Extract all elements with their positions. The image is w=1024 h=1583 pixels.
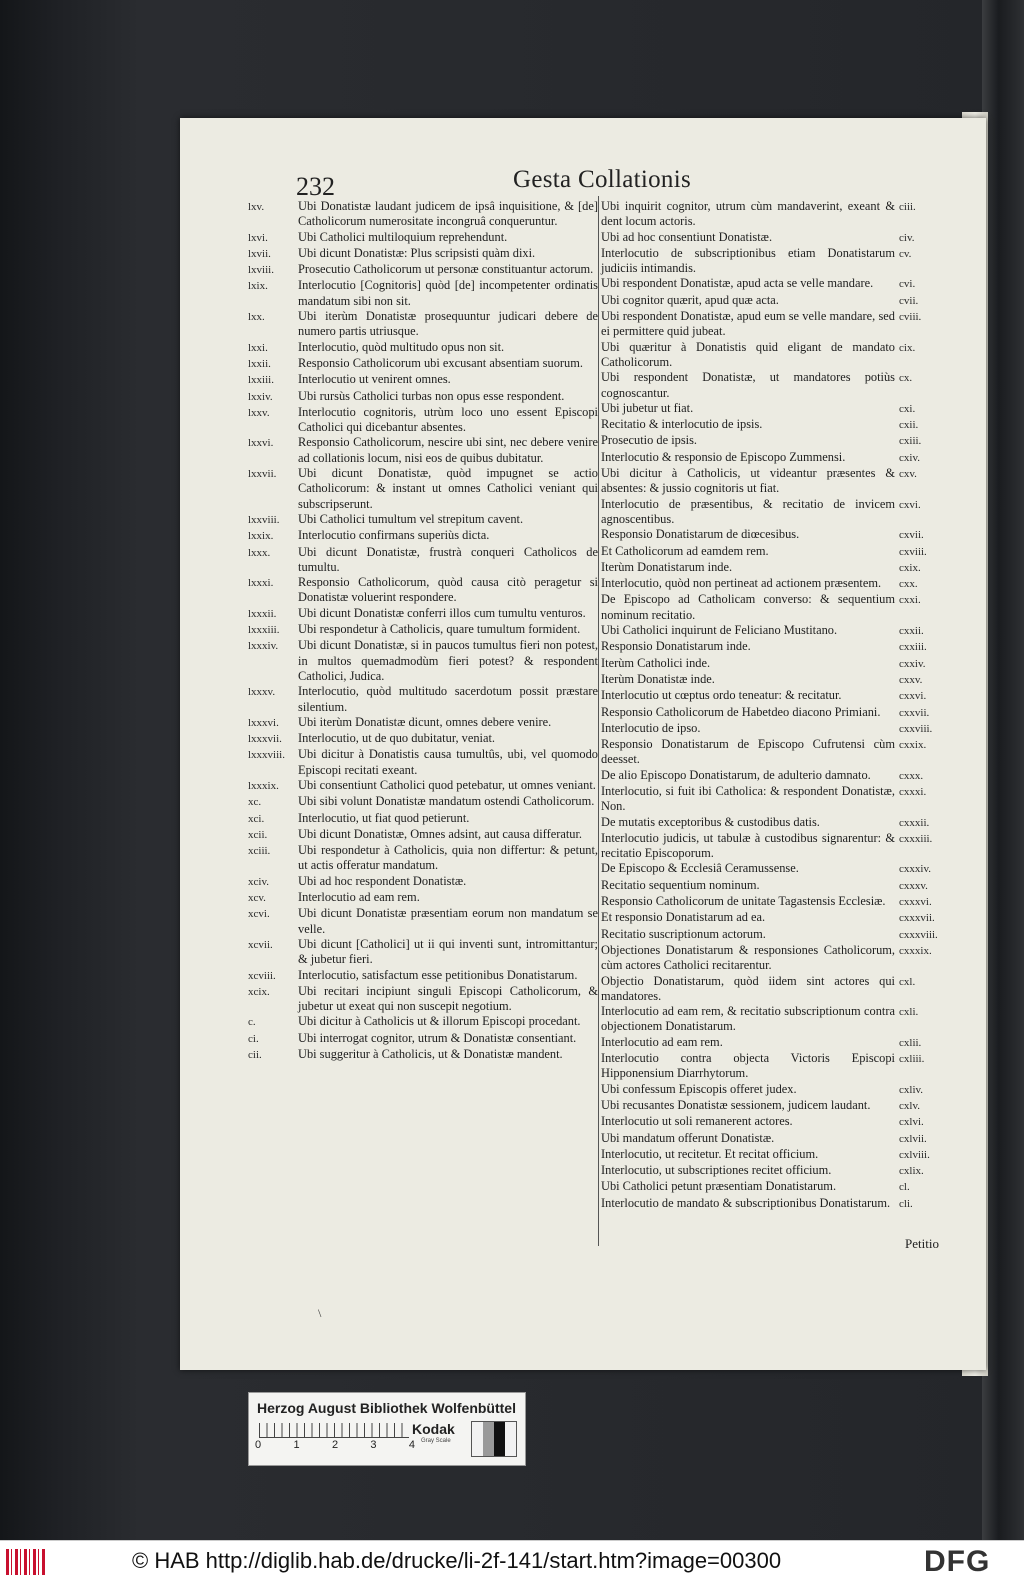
entry-text: Interlocutio de præsentibus, & recitatio de invicem agnoscentibus. [601,496,895,526]
entry-number: cxlvii. [899,1132,927,1145]
entry-number: xcviii. [248,969,276,982]
index-entry [601,293,953,309]
entry-text: Interlocutio ut venirent omnes. [298,372,451,387]
index-entry [248,811,598,827]
scale-ruler [259,1423,409,1438]
entry-number: lxx. [248,311,265,324]
entry-number: cxx. [899,578,918,591]
index-entry [601,527,953,543]
index-entry [248,466,598,512]
index-entry [248,622,598,638]
entry-number: lxxxv. [248,686,276,699]
entry-text: Iterùm Donatistæ inde. [601,671,715,686]
entry-text: Interlocutio, ut recitetur. Et recitat officium. [601,1146,819,1161]
entry-text: Ubi respondent Donatistæ, apud eum se velle mandare, sed ei permittere quid jubeat. [601,309,895,339]
entry-number: cxii. [899,419,919,432]
entry-text: Ubi dicunt [Catholici] ut ii qui inventi sunt, intromittantur; & jubetur fieri. [298,936,598,967]
index-entry [601,639,953,655]
entry-text: Interlocutio de subscriptionibus etiam Donatistarum judiciis intimandis. [601,245,895,276]
entry-number: cxiv. [899,451,920,464]
right-column [601,199,953,1212]
entry-number: cvii. [899,294,919,307]
entry-number: xcii. [248,828,268,841]
entry-text: Interlocutio, ut de quo dubitatur, veniat. [298,731,496,746]
entry-text: Prosecutio Catholicorum ut personæ constituantur actorum. [298,262,594,277]
index-entry [248,794,598,810]
index-entry [601,1035,953,1051]
entry-number: cxl. [899,975,916,988]
entry-text: Interlocutio, quòd multitudo opus non sit. [298,339,505,354]
index-entry [601,1196,953,1212]
entry-number: civ. [899,231,915,244]
index-entry [248,309,598,340]
entry-number: cxxxvii. [899,912,935,925]
index-entry [601,688,953,704]
index-entry [601,560,953,576]
entry-number: cxlii. [899,1036,922,1049]
index-entry [601,784,953,815]
scale-ticks [255,1439,415,1451]
index-entry [601,246,953,277]
index-entry [248,906,598,937]
running-head: Gesta Collationis [513,166,692,193]
index-entry [601,721,953,737]
entry-text: Responsio Donatistarum inde. [601,639,751,654]
index-entry [601,656,953,672]
entry-text: Ubi ad hoc consentiunt Donatistæ. [601,229,773,244]
entry-text: Ubi dicunt Donatistæ, frustrà conqueri Catholicos de tumultu. [298,544,598,574]
index-entry [601,974,953,1005]
entry-number: cxxviii. [899,722,933,735]
index-entry [601,672,953,688]
index-entry [248,545,598,576]
entry-text: Ubi ad hoc respondent Donatistæ. [298,873,467,888]
entry-text: Iterùm Donatistarum inde. [601,559,733,574]
entry-number: cxxxv. [899,879,928,892]
index-entry [248,874,598,890]
entry-text: Responsio Catholicorum, quòd causa citò peragetur si Donatistæ voluerint respondere. [298,575,598,605]
entry-number: lxxxii. [248,607,277,620]
index-entry [601,1098,953,1114]
entry-text: De alio Episcopo Donatistarum, de adulterio damnato. [601,767,871,782]
entry-text: Ubi Catholici inquirunt de Feliciano Mustitano. [601,623,838,638]
index-entry [248,684,598,715]
entry-text: Ubi dicitur à Catholicis, ut videantur præsentes & absentes: & jussio cognitoris ut fiat. [601,466,895,496]
entry-text: Recitatio suscriptionum actorum. [601,926,766,941]
entry-number: cxviii. [899,545,927,558]
entry-text: Interlocutio [Cognitoris] quòd [de] incompetenter ordinatis mandatum sibi non sit. [298,278,598,308]
entry-text: Ubi dicitur à Catholicis ut & illorum Episcopi procedant. [298,1014,581,1029]
index-entry [601,199,953,230]
entry-text: Objectiones Donatistarum & responsiones Catholicorum, cùm actores Catholici recitarentur. [601,942,895,973]
entry-text: Interlocutio, ut fiat quod petierunt. [298,810,470,825]
entry-number: cxxiv. [899,657,926,670]
index-entry [248,575,598,606]
entry-number: cxxi. [899,594,921,607]
entry-number: lxxx. [248,546,271,559]
left-column [248,199,598,1063]
entry-number: cxliv. [899,1083,924,1096]
footer-bar [0,1540,1024,1583]
entry-text: Ubi dicunt Donatistæ, si in paucos tumultus fieri non potest, in multos quemadmodùm fieri potest? & respondent Catholici, Judica. [298,638,598,683]
column-rule [598,196,599,1246]
entry-text: Ubi respondetur à Catholicis, quare tumultum formident. [298,622,581,637]
index-entry [601,340,953,371]
entry-number: cxxxiv. [899,863,931,876]
index-entry [248,230,598,246]
entry-number: cxxv. [899,673,923,686]
entry-text: Interlocutio, ut subscriptiones recitet officium. [601,1163,832,1178]
entry-number: lxxix. [248,530,274,543]
entry-number: lxviii. [248,264,274,277]
index-entry [601,576,953,592]
entry-number: cv. [899,247,912,260]
index-entry [248,747,598,778]
entry-text: Ubi dicunt Donatistæ conferri illos cum tumultu venturos. [298,605,586,620]
entry-text: Interlocutio, satisfactum esse petitionibus Donatistarum. [298,967,578,982]
entry-number: lxxiii. [248,374,274,387]
entry-text: Interlocutio ad eam rem, & recitatio subscriptionum contra objectionem Donatistarum. [601,1004,895,1034]
entry-number: lxxii. [248,357,271,370]
gray-swatch [494,1422,505,1456]
index-entry [601,417,953,433]
entry-text: Ubi iterùm Donatistæ prosequuntur judicari debere de numero partis utriusque. [298,309,598,339]
index-entry [248,435,598,466]
entry-number: c. [248,1016,256,1029]
entry-number: xciii. [248,845,271,858]
entry-text: Interlocutio ut cœptus ordo teneatur: & recitatur. [601,688,842,703]
entry-text: Responsio Donatistarum de diœcesibus. [601,527,800,542]
entry-text: Ubi dicunt Donatistæ præsentiam eorum non mandatum se velle. [298,906,598,936]
entry-number: cxxiii. [899,641,927,654]
index-entry [248,843,598,874]
book-edge [982,0,1024,1540]
index-entry [248,389,598,405]
entry-text: Ubi mandatum offerunt Donatistæ. [601,1130,775,1145]
entry-text: De Episcopo & Ecclesiâ Ceramussense. [601,861,799,876]
entry-text: Recitatio sequentium nominum. [601,877,760,892]
scale-tick: 3 [370,1439,377,1451]
entry-number: cxvi. [899,498,921,511]
index-entry [248,340,598,356]
entry-text: Prosecutio de ipsis. [601,433,698,448]
entry-text: Interlocutio de mandato & subscriptionibus Donatistarum. [601,1195,891,1210]
entry-number: xcvi. [248,908,270,921]
entry-text: Responsio Donatistarum de Episcopo Cufrutensi cùm deesset. [601,737,895,767]
scale-tick: 2 [331,1439,339,1451]
entry-number: cxiii. [899,435,922,448]
index-entry [248,528,598,544]
index-entry [601,592,953,623]
entry-text: Responsio Catholicorum de Habetdeo diacono Primiani. [601,704,881,719]
entry-text: Ubi Catholici multiloquium reprehendunt. [298,229,508,244]
index-entry [601,309,953,340]
entry-text: Responsio Catholicorum de unitate Tagastensis Ecclesiæ. [601,894,886,909]
entry-number: cx. [899,372,913,385]
entry-text: Ubi suggeritur à Catholicis, ut & Donatistæ mandent. [298,1047,563,1062]
entry-number: lxxxvi. [248,716,279,729]
entry-text: Ubi iterùm Donatistæ dicunt, omnes debere venire. [298,714,552,729]
entry-number: xcix. [248,985,270,998]
index-entry [601,230,953,246]
entry-text: Ubi jubetur ut fiat. [601,400,694,415]
entry-text: Ubi dicunt Donatistæ: Plus scripsisti quàm dixi. [298,245,536,260]
entry-text: Interlocutio confirmans superiùs dicta. [298,528,490,543]
entry-text: Et responsio Donatistarum ad ea. [601,910,766,925]
entry-text: Ubi dicunt Donatistæ, quòd impugnet se actio Catholicorum: & instant ut omnes Catholici veniant qui subscripserunt. [298,466,598,511]
entry-number: cix. [899,341,916,354]
entry-number: lxxviii. [248,513,280,526]
entry-text: Ubi Donatistæ laudant judicem de ipsâ inquisitione, & [de] Catholicorum numerositate incongruâ conqueruntur. [298,199,598,229]
entry-text: Ubi rursùs Catholici turbas non opus esse respondent. [298,388,565,403]
entry-number: cxi. [899,402,916,415]
index-entry [601,1004,953,1035]
index-entry [601,768,953,784]
index-entry [248,968,598,984]
entry-number: cxlviii. [899,1148,930,1161]
entry-number: xci. [248,812,265,825]
index-entry [601,1051,953,1082]
index-entry [248,278,598,309]
index-entry [248,890,598,906]
index-entry [601,276,953,292]
catchword: Petitio [905,1236,939,1251]
entry-text: Objectio Donatistarum, quòd iidem sint actores qui mandatores. [601,973,895,1003]
entry-text: Ubi Catholici tumultum vel strepitum cavent. [298,511,524,526]
entry-number: lxvi. [248,231,268,244]
index-entry [248,606,598,622]
entry-number: cii. [248,1049,262,1062]
entry-text: Interlocutio de ipso. [601,720,701,735]
index-entry [248,199,598,230]
entry-text: Interlocutio cognitoris, utrùm loco uno essent Episcopi Catholici qui dicebantur absentes. [298,404,598,435]
entry-number: cxxii. [899,625,924,638]
index-entry [601,861,953,877]
entry-text: Ubi dicitur à Donatistis causa tumultûs, ubi, vel quomodo Episcopi recitati exeant. [298,747,598,777]
index-entry [248,372,598,388]
index-entry [601,927,953,943]
index-entry [601,943,953,974]
entry-number: lxxxiv. [248,640,279,653]
index-entry [601,815,953,831]
index-entry [248,405,598,436]
entry-text: Ubi inquirit cognitor, utrum cùm mandaverint, exeant & dent locum actoris. [601,199,895,229]
entry-number: cxv. [899,468,917,481]
entry-text: Interlocutio ad eam rem. [601,1034,723,1049]
entry-number: lxxi. [248,341,268,354]
entry-text: Ubi respondent Donatistæ, apud acta se velle mandare. [601,276,874,291]
entry-number: cxxxiii. [899,832,933,845]
index-entry [601,1131,953,1147]
index-entry [248,1031,598,1047]
entry-number: cxxxi. [899,785,927,798]
entry-number: cxxxviii. [899,928,938,941]
scale-tick: 1 [293,1439,300,1451]
index-entry [601,1163,953,1179]
index-entry [601,623,953,639]
index-entry [248,731,598,747]
entry-text: Interlocutio & responsio de Episcopo Zummensi. [601,449,846,464]
source-link[interactable]: © HAB http://diglib.hab.de/drucke/li-2f-141/start.htm?image=00300 [132,1548,782,1573]
entry-text: Ubi quæritur à Donatistis quid eligant de mandato Catholicorum. [601,339,895,369]
index-entry [601,894,953,910]
entry-text: Ubi dicunt Donatistæ, Omnes adsint, aut causa differatur. [298,826,583,841]
gray-swatch [483,1422,494,1456]
entry-text: Ubi recitari incipiunt singuli Episcopi Catholicorum, & jubetur ut exeat qui non suscepit negotium. [298,983,598,1014]
entry-number: xciv. [248,875,269,888]
entry-text: Ubi respondetur à Catholicis, quia non differtur: & petunt, ut actis offeratur mandatum. [298,843,598,873]
entry-text: Et Catholicorum ad eamdem rem. [601,543,769,558]
gray-scale-caption: Gray Scale [421,1438,451,1444]
entry-number: cxlix. [899,1165,924,1178]
entry-number: lxvii. [248,247,271,260]
entry-text: Ubi Catholici petunt præsentiam Donatistarum. [601,1179,837,1194]
scale-tick: 0 [255,1439,262,1451]
entry-number: xcvii. [248,938,273,951]
entry-text: Ubi interrogat cognitor, utrum & Donatistæ consentiant. [298,1030,577,1045]
index-entry [601,1114,953,1130]
index-entry [248,778,598,794]
entry-number: cxix. [899,561,921,574]
index-entry [248,512,598,528]
index-entry [601,1179,953,1195]
index-entry [248,356,598,372]
entry-number: ci. [248,1032,259,1045]
index-entry [248,638,598,684]
index-entry [601,497,953,528]
index-entry [601,1082,953,1098]
entry-number: cl. [899,1181,910,1194]
entry-number: cxli. [899,1006,919,1019]
index-entry [601,831,953,862]
entry-text: Recitatio & interlocutio de ipsis. [601,417,763,432]
index-entry [601,910,953,926]
index-entry [601,450,953,466]
dfg-logo: DFG [924,1545,991,1578]
index-entry [248,246,598,262]
entry-text: Interlocutio ut soli remanerent actores. [601,1114,793,1129]
entry-number: cvi. [899,278,916,291]
entry-number: ciii. [899,201,916,213]
entry-text: Interlocutio, si fuit ibi Catholica: & respondent Donatistæ, Non. [601,783,895,814]
entry-number: lxxxi. [248,577,274,590]
gray-swatches [471,1421,517,1457]
entry-number: cxvii. [899,529,924,542]
entry-text: Interlocutio judicis, ut tabulæ à custodibus signarentur: & recitatio Episcoporum. [601,830,895,861]
entry-number: xc. [248,796,262,809]
index-entry [248,715,598,731]
entry-number: cxlv. [899,1099,920,1112]
entry-text: Ubi respondent Donatistæ, ut mandatores potiùs cognoscantur. [601,370,895,400]
page-number: 232 [296,172,335,201]
entry-number: cxxix. [899,739,927,752]
index-entry [601,544,953,560]
index-entry [248,827,598,843]
entry-text: Ubi confessum Episcopis offeret judex. [601,1081,797,1096]
entry-text: Ubi recusantes Donatistæ sessionem, judicem laudant. [601,1097,871,1112]
entry-number: cxliii. [899,1053,925,1066]
index-entry [601,1147,953,1163]
scale-title: Herzog August Bibliothek Wolfenbüttel [257,1400,516,1416]
index-entry [248,262,598,278]
entry-text: Ubi cognitor quærit, apud quæ acta. [601,292,779,307]
entry-number: cxxxii. [899,816,930,829]
entry-number: lxv. [248,201,265,213]
index-entry [601,878,953,894]
entry-number: cxxvi. [899,690,927,703]
entry-number: lxxxvii. [248,733,282,746]
gray-swatch [505,1422,516,1456]
index-entry [248,937,598,968]
entry-number: xcv. [248,892,266,905]
index-entry [601,401,953,417]
entry-number: cxxxvi. [899,896,932,909]
entry-text: Responsio Catholicorum, nescire ubi sint, nec debere venire ad collationis locum, nisi eos de quibus dubitatur. [298,435,598,465]
index-entry [601,466,953,497]
entry-number: cxxvii. [899,706,930,719]
entry-number: lxxvii. [248,468,277,481]
index-entry [248,1047,598,1063]
entry-text: Interlocutio contra objecta Victoris Episcopi Hipponensium Diarrhytorum. [601,1051,895,1081]
entry-number: lxxvi. [248,437,274,450]
kodak-logo: Kodak [412,1421,455,1437]
stray-mark: \ [318,1306,322,1320]
index-entry [248,984,598,1015]
entry-text: Interlocutio ad eam rem. [298,890,420,905]
entry-number: cxlvi. [899,1116,924,1129]
entry-text: Interlocutio, quòd multitudo sacerdotum possit præstare silentium. [298,684,598,714]
entry-number: cxxxix. [899,944,932,957]
gray-swatch [472,1422,483,1456]
entry-text: Ubi consentiunt Catholici quod petebatur, ut omnes veniant. [298,777,596,792]
index-entry [601,705,953,721]
entry-text: Responsio Catholicorum ubi excusant absentiam suorum. [298,355,583,370]
entry-text: Ubi sibi volunt Donatistæ mandatum ostendi Catholicorum. [298,794,595,809]
entry-text: Iterùm Catholici inde. [601,655,711,670]
entry-number: cxxx. [899,769,924,782]
entry-number: lxxv. [248,406,270,419]
index-entry [248,1014,598,1030]
entry-number: lxix. [248,280,268,293]
entry-number: cli. [899,1197,913,1210]
index-entry [601,433,953,449]
entry-number: lxxiv. [248,390,273,403]
entry-number: lxxxviii. [248,749,285,762]
entry-text: De Episcopo ad Catholicam converso: & sequentium nominum recitatio. [601,592,895,622]
entry-number: cviii. [899,311,922,324]
scale-tick: 4 [408,1439,415,1451]
hab-barcode-icon [6,1549,46,1575]
entry-text: De mutatis exceptoribus & custodibus datis. [601,814,820,829]
index-entry [601,737,953,768]
index-entry [601,370,953,401]
entry-text: Interlocutio, quòd non pertineat ad actionem præsentem. [601,576,882,591]
entry-number: lxxxiii. [248,624,280,637]
color-scale-target [248,1392,526,1466]
entry-number: lxxxix. [248,779,279,792]
